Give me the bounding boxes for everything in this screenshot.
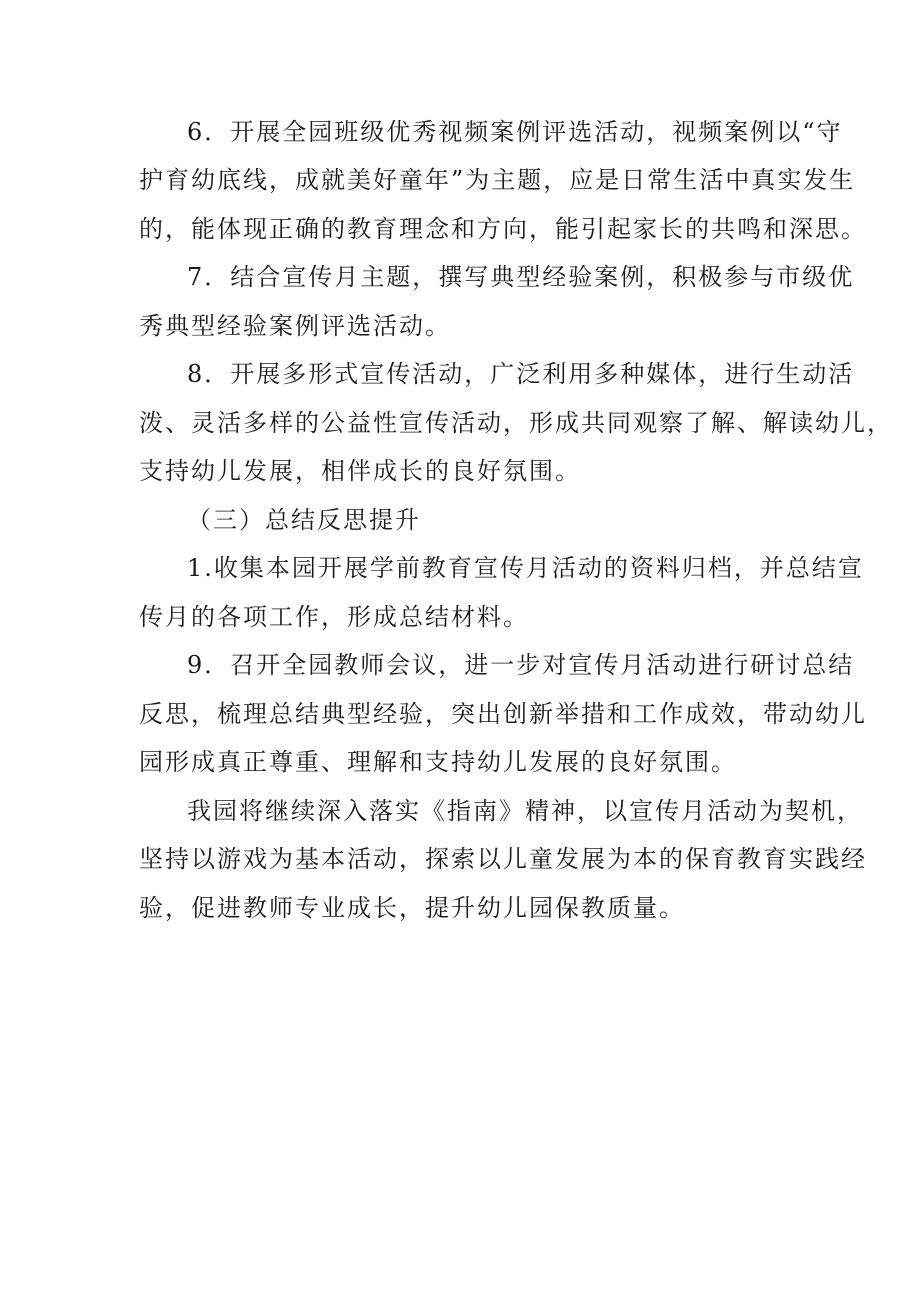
- section-heading: （三）总结反思提升: [187, 506, 421, 534]
- item-8-line-3: 支持幼儿发展，相伴成长的良好氛围。: [139, 457, 581, 485]
- item-6-line-2: 护育幼底线，成就美好童年”为主题，应是日常生活中真实发生: [139, 166, 856, 194]
- item-6-line-3: 的，能体现正确的教育理念和方向，能引起家长的共鸣和深思。: [139, 215, 867, 243]
- item-9-line-3: 园形成真正尊重、理解和支持幼儿发展的良好氛围。: [139, 748, 737, 776]
- item-8-line-2: 泼、灵活多样的公益性宣传活动，形成共同观察了解、解读幼儿，: [139, 409, 893, 437]
- item-9-line-2: 反思，梳理总结典型经验，突出创新举措和工作成效，带动幼儿: [139, 700, 867, 728]
- item-1-line-2: 传月的各项工作，形成总结材料。: [139, 603, 529, 631]
- item-7-line-1: 7．结合宣传月主题，撰写典型经验案例，积极参与市级优: [187, 263, 855, 291]
- item-6-line-1: 6．开展全园班级优秀视频案例评选活动，视频案例以“守: [187, 118, 843, 146]
- closing-line-3: 验，促进教师专业成长，提升幼儿园保教质量。: [139, 894, 685, 922]
- item-7-line-2: 秀典型经验案例评选活动。: [139, 312, 451, 340]
- item-9-line-1: 9．召开全园教师会议，进一步对宣传月活动进行研讨总结: [187, 651, 855, 679]
- item-8-line-1: 8．开展多形式宣传活动，广泛利用多种媒体，进行生动活: [187, 360, 855, 388]
- closing-line-1: 我园将继续深入落实《指南》精神，以宣传月活动为契机，: [187, 797, 863, 825]
- closing-line-2: 坚持以游戏为基本活动，探索以儿童发展为本的保育教育实践经: [139, 845, 867, 873]
- item-1-line-1: 1.收集本园开展学前教育宣传月活动的资料归档，并总结宣: [187, 554, 864, 582]
